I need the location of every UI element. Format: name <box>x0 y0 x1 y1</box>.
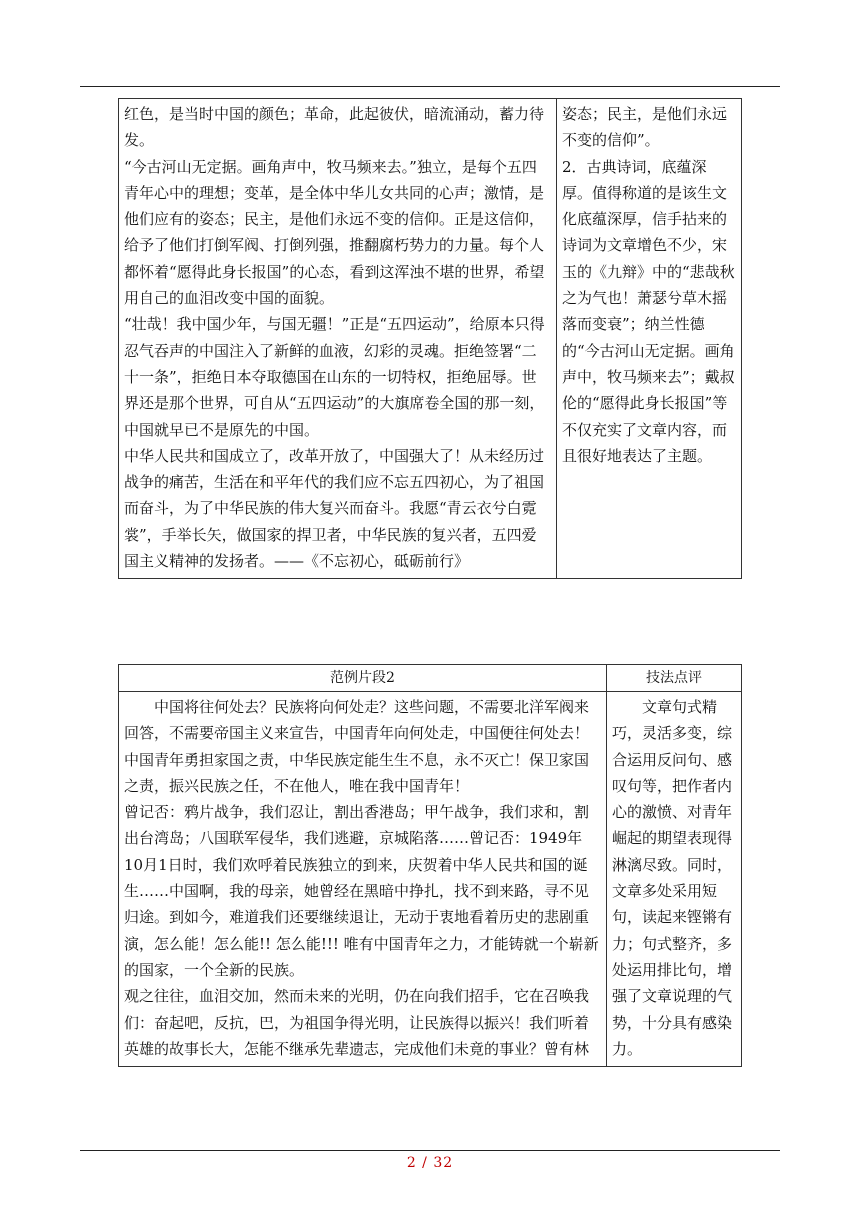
essay-paragraph: 中华人民共和国成立了，改革开放了，中国强大了！从未经历过战争的痛苦，生活在和平年代的我们应不忘五四初心，为了祖国而奋斗，为了中华民族的伟大复兴而奋斗。我愿“青云衣兮白霓裳”，手举长矢，做国家的捍卫者，中华民族的复兴者，五四爱国主义精神的发扬者。——《不忘初心，砥砺前行》 <box>124 446 545 571</box>
commentary-cell <box>607 692 742 1067</box>
header-rule <box>80 86 780 87</box>
essay-excerpt-cell <box>119 692 607 1067</box>
essay-paragraph: 中国将往何处去？民族将向何处走？这些问题，不需要北洋军阀来回答，不需要帝国主义来宣告，中国青年向何处走，中国便往何处去！中国青年勇担家国之责，中华民族定能生生不息，永不灭亡！保卫家国之责，振兴民族之任，不在他人，唯在我中国青年！ <box>124 698 590 795</box>
technique-header: 技法点评 <box>607 665 742 692</box>
essay-paragraph: “今古河山无定据。画角声中，牧马频来去。”独立，是每个五四青年心中的理想；变革，是全体中华儿女共同的心声；激情，是他们应有的姿态；民主，是他们永远不变的信仰。正是这信仰，给予了他们打倒军阀、打倒列强，推翻腐朽势力的力量。每个人都怀着“愿得此身长报国”的心态，看到这浑浊不堪的世界，希望用自己的血泪改变中国的面貌。 <box>124 157 545 308</box>
essay-excerpt-cell <box>119 99 557 579</box>
commentary-cell <box>557 99 742 579</box>
essay-paragraph: “壮哉！我中国少年，与国无疆！”正是“五四运动”，给原本只得忍气吞声的中国注入了新鲜的血液，幻彩的灵魂。拒绝签署“二十一条”，拒绝日本夺取德国在山东的一切特权，拒绝屈辱。世界还是那个世界，可自从“五四运动”的大旗席卷全国的那一刻，中国就早已不是原先的中国。 <box>124 315 545 439</box>
essay-paragraph: 红色，是当时中国的颜色；革命，此起彼伏，暗流涌动，蓄力待发。 <box>124 105 545 150</box>
footer-rule <box>80 1150 780 1151</box>
commentary-paragraph: 文章句式精巧，灵活多变，综合运用反问句、感叹句等，把作者内心的激愤、对青年崛起的期望表现得淋漓尽致。同时，文章多处采用短句，读起来铿锵有力；句式整齐，多处运用排比句，增强了文章说理的气势，十分具有感染力。 <box>612 698 733 1058</box>
essay-paragraph: 曾记否：鸦片战争，我们忍让，割出香港岛；甲午战争，我们求和，割出台湾岛；八国联军侵华，我们逃避，京城陷落……曾记否：1949年10月1日时，我们欢呼着民族独立的到来，庆贺着中华人民共和国的诞生……中国啊，我的母亲，她曾经在黑暗中挣扎，找不到来路，寻不见归途。到如今，难道我们还要继续退让，无动于衷地看着历史的悲剧重演，怎么能！怎么能!! 怎么能!!! 唯有中国青年之力，才能铸就一个崭新的国家，一个全新的民族。 <box>124 803 599 979</box>
page-number: 2 / 32 <box>406 1155 454 1171</box>
commentary-paragraph: 2．古典诗词，底蕴深厚。值得称道的是该生文化底蕴深厚，信手拈来的诗词为文章增色不少，宋玉的《九辩》中的“悲哉秋之为气也！萧瑟兮草木摇落而变衰”；纳兰性德的“今古河山无定据。画角声中，牧马频来去”；戴叔伦的“愿得此身长报国”等不仅充实了文章内容，而且很好地表达了主题。 <box>562 157 735 465</box>
example-header: 范例片段2 <box>119 665 607 692</box>
commentary-paragraph: 姿态；民主，是他们永远不变的信仰”。 <box>562 105 728 150</box>
analysis-table-2 <box>118 664 742 1067</box>
analysis-table-1 <box>118 98 742 579</box>
essay-paragraph: 观之往往，血泪交加，然而未来的光明，仍在向我们招手，它在召唤我们：奋起吧，反抗，巴，为祖国争得光明，让民族得以振兴！我们听着英雄的故事长大，怎能不继承先辈遗志，完成他们未竟的事业？曾有林 <box>124 987 590 1058</box>
